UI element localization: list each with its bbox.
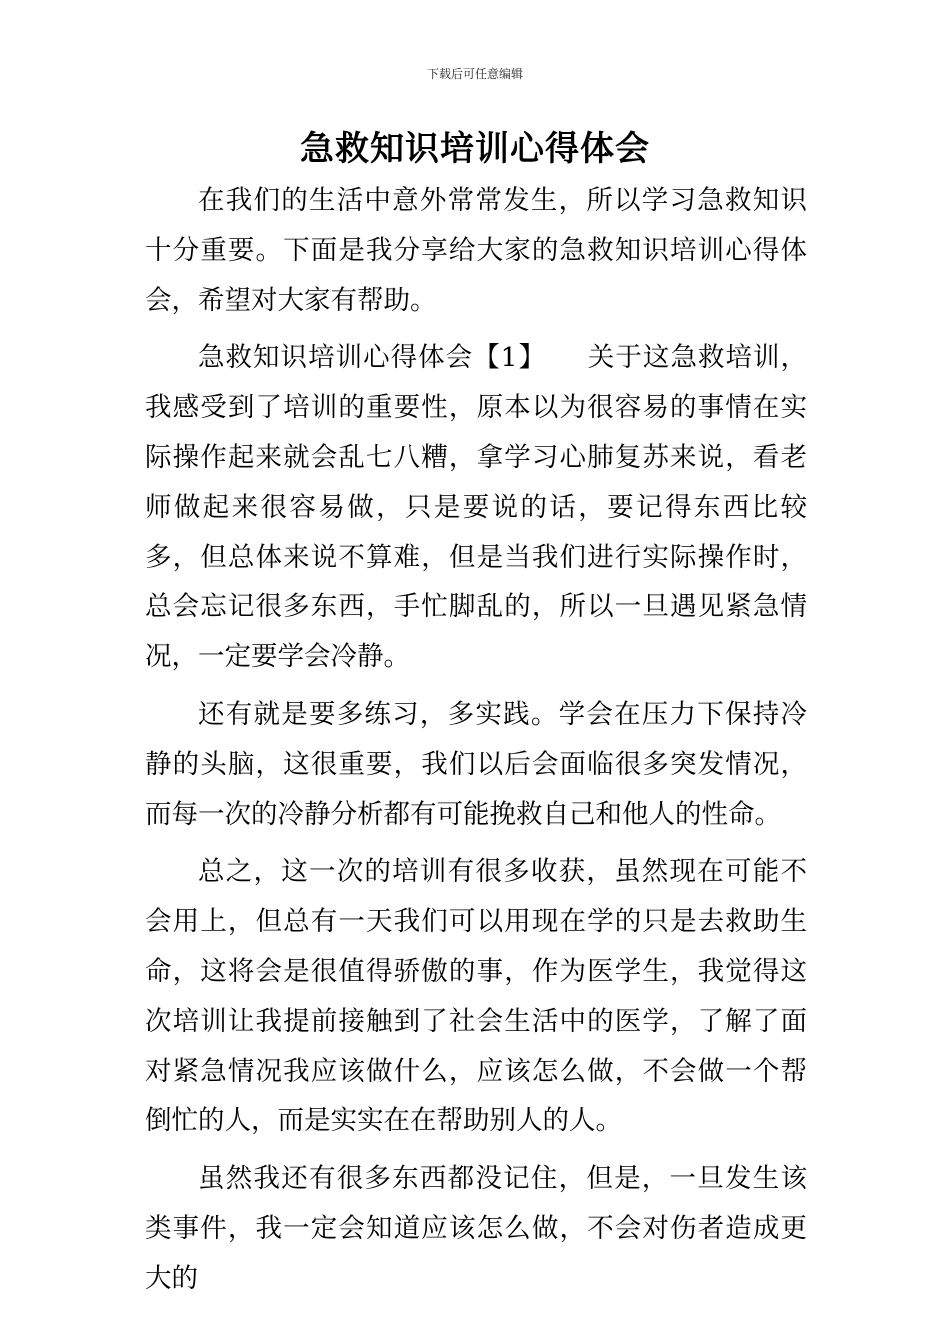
paragraph-summary: 总之，这一次的培训有很多收获，虽然现在可能不会用上，但总有一天我们可以用现在学的只是去救助生命，这将会是很值得骄傲的事，作为医学生，我觉得这次培训让我提前接触到了社会生活中的医学，了解了面对紧急情况我应该做什么，应该怎么做，不会做一个帮倒忙的人，而是实实在在帮助别人的人。 xyxy=(145,856,807,1137)
paragraph-gap xyxy=(145,682,807,690)
header-note: 下载后可任意编辑 xyxy=(426,67,523,81)
section-heading: 急救知识培训心得体会【1】 xyxy=(198,342,533,374)
paragraph-gap xyxy=(145,1146,807,1154)
paragraph-intro: 在我们的生活中意外常常发生，所以学习急救知识十分重要。下面是我分享给大家的急救知识培训心得体会，希望对大家有帮助。 xyxy=(145,185,807,316)
paragraph-gap xyxy=(145,325,807,333)
document-body xyxy=(145,176,807,1304)
page-title: 急救知识培训心得体会 xyxy=(300,129,650,169)
paragraph-closing: 虽然我还有很多东西都没记住，但是，一旦发生该类事件，我一定会知道应该怎么做，不会对伤者造成更大的 xyxy=(145,1163,807,1294)
paragraph-gap xyxy=(145,839,807,847)
paragraph-practice: 还有就是要多练习，多实践。学会在压力下保持冷静的头脑，这很重要，我们以后会面临很多突发情况，而每一次的冷静分析都有可能挽救自己和他人的性命。 xyxy=(145,698,807,830)
spacer xyxy=(533,342,588,373)
paragraph-section-1-text: 关于这急救培训，我感受到了培训的重要性，原本以为很容易的事情在实际操作起来就会乱七八糟，拿学习心肺复苏来说，看老师做起来很容易做，只是要说的话，要记得东西比较多，但总体来说不算难，但是当我们进行实际操作时，总会忘记很多东西，手忙脚乱的，所以一旦遇见紧急情况，一定要学会冷静。 xyxy=(145,342,808,673)
paragraph-section-1 xyxy=(145,333,807,682)
